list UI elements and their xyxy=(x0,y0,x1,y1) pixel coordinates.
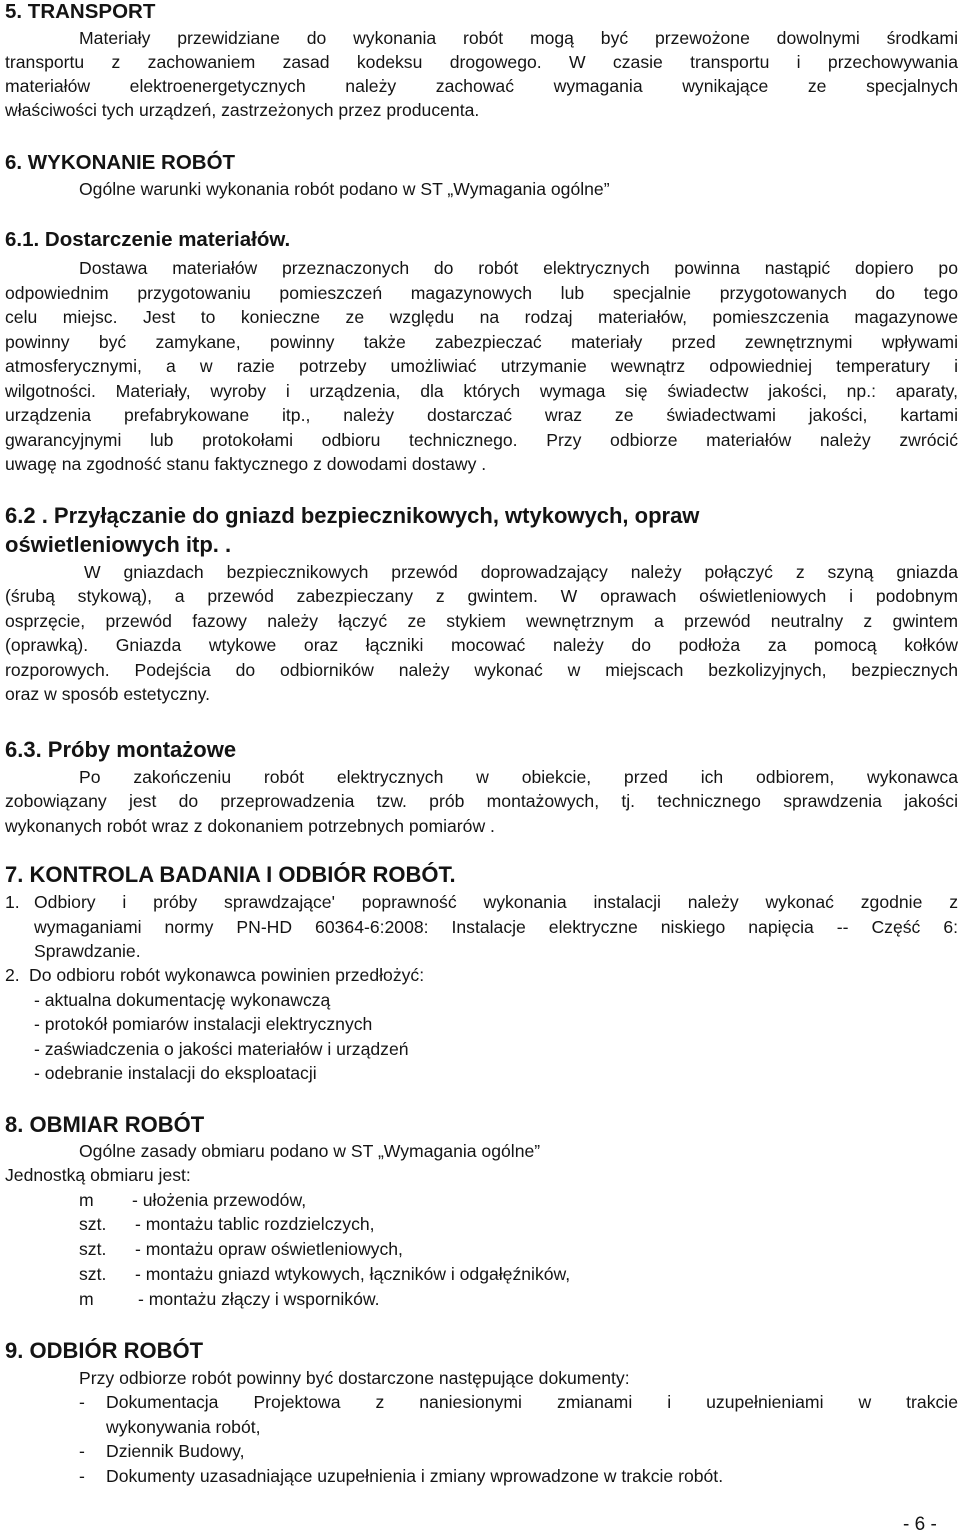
unit-label: Jednostką obmiaru jest: xyxy=(5,1165,191,1185)
list-item-line: wykonywania robót, xyxy=(106,1417,261,1437)
list-item-line: Dokumentacja Projektowa z naniesionymi zmianami i uzupełnieniami w trakcie xyxy=(106,1392,958,1412)
section-7-heading: 7. KONTROLA BADANIA I ODBIÓR ROBÓT. xyxy=(5,862,456,887)
section-5-heading: 5. TRANSPORT xyxy=(5,0,156,23)
sub-list-item: - aktualna dokumentację wykonawczą xyxy=(34,990,331,1010)
unit-symbol: m xyxy=(79,1289,94,1309)
section-6-heading: 6. WYKONANIE ROBÓT xyxy=(5,151,236,174)
paragraph-line: (oprawką). Gniazda wtykowe oraz łączniki mocować należy do podłoża za pomocą kołków xyxy=(5,635,958,655)
list-dash: - xyxy=(79,1392,85,1412)
unit-symbol: szt. xyxy=(79,1214,107,1234)
paragraph-line: urządzenia prefabrykowane itp., należy dostarczać wraz ze świadectwami jakości, kartami xyxy=(5,405,958,425)
paragraph-line: transportu z zachowaniem zasad kodeksu drogowego. W czasie transportu i przechowywania xyxy=(5,52,958,72)
unit-description: - montażu złączy i wsporników. xyxy=(138,1289,380,1309)
list-item-line: Dziennik Budowy, xyxy=(106,1441,245,1461)
unit-symbol: szt. xyxy=(79,1264,107,1284)
section-6-3-heading: 6.3. Próby montażowe xyxy=(5,737,237,762)
paragraph-line: W gniazdach bezpiecznikowych przewód doprowadzający należy połączyć z szyną gniazda xyxy=(84,562,958,582)
paragraph-line: osprzęcie, przewód fazowy należy łączyć ze stykiem wewnętrznym a przewód neutralny z gwintem xyxy=(5,611,958,631)
paragraph-line: (śrubą stykową), a przewód zabezpieczany z gwintem. W oprawach oświetleniowych i podobnym xyxy=(5,586,958,606)
section-9-heading: 9. ODBIÓR ROBÓT xyxy=(5,1338,204,1363)
section-6-intro: Ogólne warunki wykonania robót podano w ST „Wymagania ogólne” xyxy=(79,179,610,199)
list-item-line: Sprawdzanie. xyxy=(34,941,141,961)
unit-symbol: m xyxy=(79,1190,94,1210)
sub-list-item: - protokół pomiarów instalacji elektrycznych xyxy=(34,1014,373,1034)
unit-description: - montażu gniazd wtykowych, łączników i odgałęźników, xyxy=(135,1264,571,1284)
paragraph-line: odpowiednim przygotowaniu pomieszczeń magazynowych lub specjalnie przygotowanych do tego xyxy=(5,283,958,303)
list-item-line: Odbiory i próby sprawdzające' poprawność wykonania instalacji należy wykonać zgodnie z xyxy=(34,892,958,912)
unit-description: - montażu opraw oświetleniowych, xyxy=(135,1239,403,1259)
paragraph-line: właściwości tych urządzeń, zastrzeżonych przez producenta. xyxy=(5,100,480,120)
page-number: - 6 - xyxy=(903,1514,937,1535)
paragraph-line: uwagę na zgodność stanu faktycznego z dowodami dostawy . xyxy=(5,454,487,474)
paragraph-line: Dostawa materiałów przeznaczonych do robót elektrycznych powinna nastąpić dopiero po xyxy=(79,258,958,278)
list-dash: - xyxy=(79,1441,85,1461)
section-6-1-heading: 6.1. Dostarczenie materiałów. xyxy=(5,228,291,251)
paragraph-line: oraz w sposób estetyczny. xyxy=(5,684,211,704)
paragraph-line: Po zakończeniu robót elektrycznych w obiekcie, przed ich odbiorem, wykonawca xyxy=(79,767,958,787)
paragraph-line: atmosferycznymi, a w razie potrzeby umożliwiać utrzymanie wewnątrz odpowiedniej temperatury i xyxy=(5,356,958,376)
section-9-intro: Przy odbiorze robót powinny być dostarczone następujące dokumenty: xyxy=(79,1368,630,1388)
section-6-2-heading: 6.2 . Przyłączanie do gniazd bezpiecznikowych, wtykowych, opraw xyxy=(5,503,700,528)
paragraph-line: celu miejsc. Jest to konieczne ze względu na rodzaj materiałów, pomieszczenia magazynowe xyxy=(5,307,958,327)
paragraph-line: wykonanych robót wraz z dokonaniem potrzebnych pomiarów . xyxy=(5,816,495,836)
list-dash: - xyxy=(79,1466,85,1486)
paragraph-line: wilgotności. Materiały, wyroby i urządzenia, dla których wymaga się świadectw jakości, np.: aparaty, xyxy=(5,381,958,401)
paragraph-line: rozporowych. Podejścia do odbiorników należy wykonać w miejscach bezkolizyjnych, bezpiecznych xyxy=(5,660,958,680)
section-8-intro: Ogólne zasady obmiaru podano w ST „Wymagania ogólne” xyxy=(79,1141,541,1161)
sub-list-item: - zaświadczenia o jakości materiałów i urządzeń xyxy=(34,1039,409,1059)
paragraph-line: zobowiązany jest do przeprowadzenia tzw. prób montażowych, tj. technicznego sprawdzenia jakości xyxy=(5,791,958,811)
unit-symbol: szt. xyxy=(79,1239,107,1259)
section-8-heading: 8. OBMIAR ROBÓT xyxy=(5,1112,205,1137)
unit-description: - ułożenia przewodów, xyxy=(132,1190,307,1210)
list-item-line: Dokumenty uzasadniające uzupełnienia i zmiany wprowadzone w trakcie robót. xyxy=(106,1466,724,1486)
paragraph-line: powinny być zamykane, powinny także zabezpieczać materiały przed zewnętrznymi wpływami xyxy=(5,332,958,352)
list-number: 2. xyxy=(5,965,20,985)
section-6-2-heading-cont: oświetleniowych itp. . xyxy=(5,532,232,557)
paragraph-line: Materiały przewidziane do wykonania robót mogą być przewożone dowolnymi środkami xyxy=(79,28,958,48)
unit-description: - montażu tablic rozdzielczych, xyxy=(135,1214,375,1234)
sub-list-item: - odebranie instalacji do eksploatacji xyxy=(34,1063,317,1083)
list-item-line: wymaganiami normy PN-HD 60364-6:2008: Instalacje elektryczne niskiego napięcia -- Część 6: xyxy=(34,917,958,937)
paragraph-line: gwarancyjnymi lub protokołami odbioru technicznego. Przy odbiorze materiałów należy zwrócić xyxy=(5,430,958,450)
list-number: 1. xyxy=(5,892,20,912)
paragraph-line: materiałów elektroenergetycznych należy zachować wymagania wynikające ze specjalnych xyxy=(5,76,958,96)
list-item-line: Do odbioru robót wykonawca powinien przedłożyć: xyxy=(29,965,425,985)
